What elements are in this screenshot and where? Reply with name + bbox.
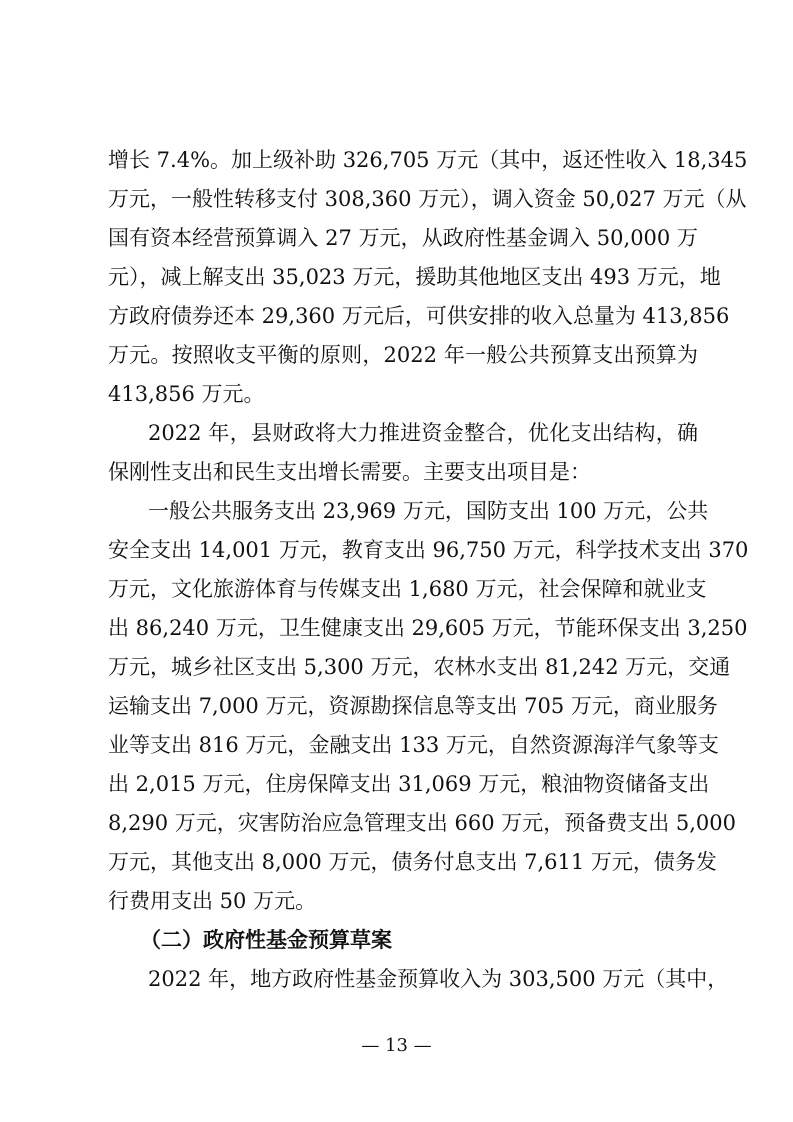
text-line: 增长 7.4%。加上级补助 326,705 万元（其中，返还性收入 18,345 bbox=[108, 148, 748, 172]
text-line: 万元，文化旅游体育与传媒支出 1,680 万元，社会保障和就业支 bbox=[108, 577, 707, 601]
text-line: 国有资本经营预算调入 27 万元，从政府性基金调入 50,000 万 bbox=[108, 226, 698, 250]
text-line: 出 2,015 万元，住房保障支出 31,069 万元，粮油物资储备支出 bbox=[108, 772, 710, 796]
section-heading: （二）政府性基金预算草案 bbox=[140, 928, 392, 952]
text-line: 万元。按照收支平衡的原则，2022 年一般公共预算支出预算为 bbox=[108, 343, 698, 367]
text-line: 安全支出 14,001 万元，教育支出 96,750 万元，科学技术支出 370 bbox=[108, 538, 749, 562]
text-line: 万元，其他支出 8,000 万元，债务付息支出 7,611 万元，债务发 bbox=[108, 850, 717, 874]
text-line: 业等支出 816 万元，金融支出 133 万元，自然资源海洋气象等支 bbox=[108, 733, 719, 757]
text-line: 万元，城乡社区支出 5,300 万元，农林水支出 81,242 万元，交通 bbox=[108, 655, 731, 679]
text-line: 出 86,240 万元，卫生健康支出 29,605 万元，节能环保支出 3,250 bbox=[108, 616, 748, 640]
text-line: 行费用支出 50 万元。 bbox=[108, 889, 317, 913]
paragraph-start-line: 2022 年，县财政将大力推进资金整合，优化支出结构，确 bbox=[148, 421, 698, 445]
paragraph-start-line: 2022 年，地方政府性基金预算收入为 303,500 万元（其中， bbox=[148, 967, 729, 991]
text-line: 8,290 万元，灾害防治应急管理支出 660 万元，预备费支出 5,000 bbox=[108, 811, 737, 835]
text-line: 万元，一般性转移支付 308,360 万元），调入资金 50,027 万元（从 bbox=[108, 187, 747, 211]
text-line: 运输支出 7,000 万元，资源勘探信息等支出 705 万元，商业服务 bbox=[108, 694, 718, 718]
paragraph-start-line: 一般公共服务支出 23,969 万元，国防支出 100 万元，公共 bbox=[148, 499, 709, 523]
text-line: 方政府债券还本 29,360 万元后，可供安排的收入总量为 413,856 bbox=[108, 304, 730, 328]
text-line: 元），减上解支出 35,023 万元，援助其他地区支出 493 万元，地 bbox=[108, 265, 721, 289]
text-line: 413,856 万元。 bbox=[108, 382, 265, 406]
page-number: — 13 — bbox=[361, 1035, 432, 1056]
text-line: 保刚性支出和民生支出增长需要。主要支出项目是： bbox=[108, 460, 591, 484]
